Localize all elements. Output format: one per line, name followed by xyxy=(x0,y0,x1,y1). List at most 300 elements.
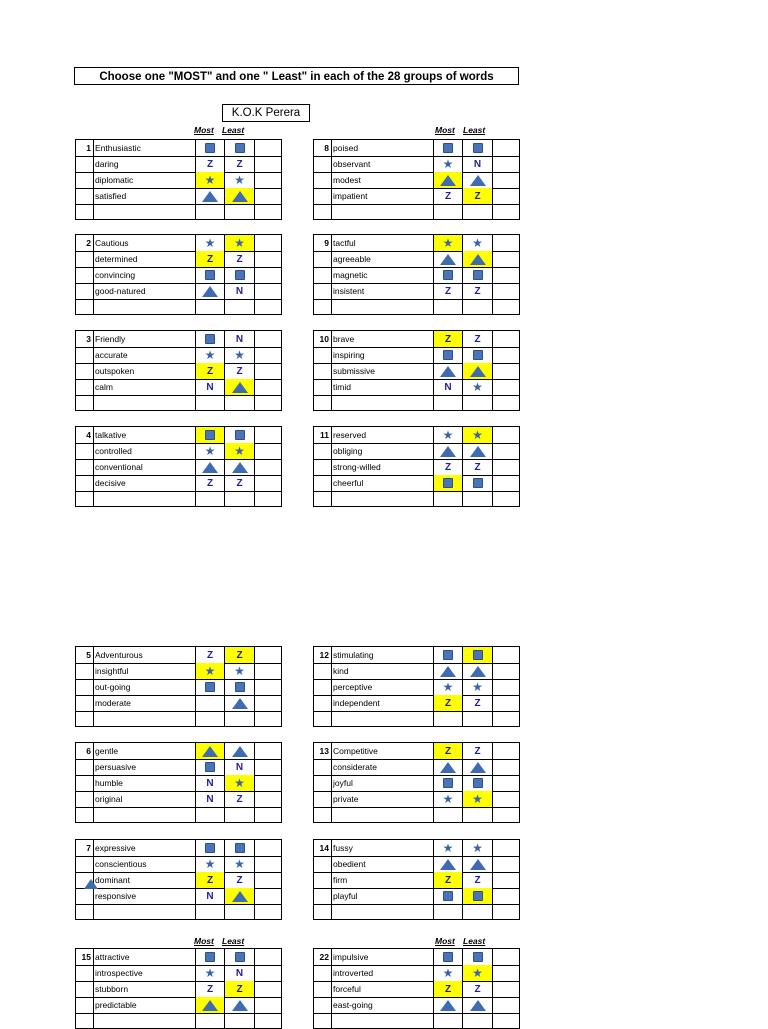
most-cell[interactable] xyxy=(196,491,225,506)
least-cell[interactable] xyxy=(463,904,493,919)
least-cell[interactable] xyxy=(225,856,255,872)
word-group xyxy=(313,839,520,920)
least-cell[interactable] xyxy=(225,647,255,663)
most-cell[interactable] xyxy=(434,251,463,267)
group-row xyxy=(314,888,519,905)
least-cell[interactable] xyxy=(225,172,255,188)
most-cell[interactable] xyxy=(196,695,225,711)
most-cell[interactable] xyxy=(196,840,225,856)
most-cell[interactable] xyxy=(434,791,463,807)
least-cell[interactable] xyxy=(225,283,255,299)
least-letter: Z xyxy=(236,365,243,377)
word-cell xyxy=(94,807,196,822)
word-cell: decisive xyxy=(94,475,196,491)
word-cell: east-going xyxy=(332,997,434,1013)
most-cell[interactable] xyxy=(434,299,463,314)
group-number xyxy=(314,904,332,919)
least-cell[interactable] xyxy=(463,347,493,363)
most-cell[interactable] xyxy=(196,1013,225,1028)
extra-cell xyxy=(493,981,521,997)
most-letter: Z xyxy=(444,697,452,709)
word-cell: joyful xyxy=(332,775,434,791)
most-cell[interactable] xyxy=(196,981,225,997)
extra-cell xyxy=(493,475,521,491)
least-cell[interactable] xyxy=(463,491,493,506)
most-cell[interactable] xyxy=(434,347,463,363)
least-cell[interactable] xyxy=(225,443,255,459)
word-group xyxy=(75,839,282,920)
most-letter: Z xyxy=(444,285,452,297)
most-cell[interactable] xyxy=(434,695,463,711)
most-cell[interactable] xyxy=(196,459,225,475)
most-triangle-icon xyxy=(440,762,456,773)
group-number xyxy=(76,459,94,475)
least-cell[interactable] xyxy=(463,188,493,204)
extra-cell xyxy=(493,743,521,759)
least-cell[interactable] xyxy=(225,981,255,997)
most-cell[interactable] xyxy=(434,395,463,410)
most-triangle-icon xyxy=(202,191,218,202)
most-cell[interactable] xyxy=(196,888,225,904)
group-row xyxy=(314,711,519,726)
word-group xyxy=(75,742,282,823)
least-cell[interactable] xyxy=(463,379,493,395)
most-cell[interactable] xyxy=(196,283,225,299)
least-cell[interactable] xyxy=(463,647,493,663)
least-cell[interactable] xyxy=(225,395,255,410)
group-number: 7 xyxy=(76,840,94,856)
word-cell xyxy=(332,904,434,919)
most-cell[interactable] xyxy=(434,459,463,475)
most-letter: N xyxy=(206,793,214,805)
extra-cell xyxy=(493,872,521,888)
most-cell[interactable] xyxy=(196,188,225,204)
least-cell[interactable] xyxy=(463,395,493,410)
least-cell[interactable] xyxy=(225,775,255,791)
group-number xyxy=(314,299,332,314)
most-cell[interactable] xyxy=(434,475,463,491)
most-triangle-icon xyxy=(440,254,456,265)
most-cell[interactable] xyxy=(196,235,225,251)
group-number xyxy=(314,888,332,904)
most-cell[interactable] xyxy=(434,331,463,347)
least-cell[interactable] xyxy=(463,156,493,172)
most-cell[interactable] xyxy=(196,904,225,919)
group-number xyxy=(76,443,94,459)
most-square-icon xyxy=(205,143,215,153)
group-row xyxy=(314,395,519,410)
group-row xyxy=(76,872,281,889)
most-cell[interactable] xyxy=(434,997,463,1013)
group-number xyxy=(314,695,332,711)
least-cell[interactable] xyxy=(225,711,255,726)
most-cell[interactable] xyxy=(434,981,463,997)
least-cell[interactable] xyxy=(463,475,493,491)
extra-cell xyxy=(255,172,283,188)
group-number: 13 xyxy=(314,743,332,759)
least-cell[interactable] xyxy=(225,427,255,443)
most-cell[interactable] xyxy=(434,491,463,506)
group-row xyxy=(314,283,519,300)
group-number xyxy=(76,981,94,997)
most-cell[interactable] xyxy=(196,711,225,726)
least-cell[interactable] xyxy=(225,1013,255,1028)
least-cell[interactable] xyxy=(463,663,493,679)
least-cell[interactable] xyxy=(225,759,255,775)
extra-cell xyxy=(255,711,283,726)
most-letter: Z xyxy=(206,365,214,377)
least-star-icon: ★ xyxy=(472,966,483,980)
extra-cell xyxy=(255,267,283,283)
most-star-icon: ★ xyxy=(204,444,216,458)
least-cell[interactable] xyxy=(463,299,493,314)
most-cell[interactable] xyxy=(434,188,463,204)
word-group xyxy=(313,742,520,823)
word-cell: poised xyxy=(332,140,434,156)
most-cell[interactable] xyxy=(434,140,463,156)
most-cell[interactable] xyxy=(196,427,225,443)
extra-cell xyxy=(255,443,283,459)
most-cell[interactable] xyxy=(196,331,225,347)
least-cell[interactable] xyxy=(463,427,493,443)
word-cell: dominant xyxy=(94,872,196,888)
least-cell[interactable] xyxy=(225,379,255,395)
most-square-icon xyxy=(205,843,215,853)
group-row xyxy=(314,679,519,696)
most-cell[interactable] xyxy=(434,663,463,679)
extra-cell xyxy=(493,140,521,156)
least-letter: N xyxy=(235,967,244,979)
least-cell[interactable] xyxy=(225,331,255,347)
most-cell[interactable] xyxy=(196,251,225,267)
most-cell[interactable] xyxy=(196,204,225,219)
group-row xyxy=(314,459,519,476)
least-header: Least xyxy=(463,936,486,946)
word-cell: magnetic xyxy=(332,267,434,283)
least-letter: Z xyxy=(236,158,243,170)
least-cell[interactable] xyxy=(463,459,493,475)
word-cell xyxy=(332,1013,434,1028)
least-cell[interactable] xyxy=(463,791,493,807)
extra-cell xyxy=(255,904,283,919)
group-number xyxy=(314,872,332,888)
least-cell[interactable] xyxy=(463,363,493,379)
least-cell[interactable] xyxy=(225,888,255,904)
least-cell[interactable] xyxy=(225,997,255,1013)
least-cell[interactable] xyxy=(225,347,255,363)
group-row xyxy=(76,679,281,696)
least-cell[interactable] xyxy=(225,965,255,981)
extra-cell xyxy=(255,743,283,759)
most-cell[interactable] xyxy=(434,743,463,759)
most-cell[interactable] xyxy=(196,679,225,695)
extra-cell xyxy=(493,997,521,1013)
most-cell[interactable] xyxy=(196,949,225,965)
stray-triangle-icon xyxy=(84,879,98,889)
most-cell[interactable] xyxy=(434,172,463,188)
word-cell: accurate xyxy=(94,347,196,363)
most-cell[interactable] xyxy=(196,807,225,822)
most-cell[interactable] xyxy=(196,856,225,872)
most-letter: N xyxy=(206,777,214,789)
least-cell[interactable] xyxy=(225,840,255,856)
least-cell[interactable] xyxy=(225,791,255,807)
least-triangle-icon xyxy=(470,366,486,377)
most-cell[interactable] xyxy=(196,872,225,888)
most-cell[interactable] xyxy=(434,807,463,822)
least-cell[interactable] xyxy=(225,299,255,314)
most-star-icon: ★ xyxy=(204,173,216,187)
most-cell[interactable] xyxy=(434,888,463,904)
least-cell[interactable] xyxy=(225,251,255,267)
least-cell[interactable] xyxy=(463,856,493,872)
extra-cell xyxy=(255,949,283,965)
least-cell[interactable] xyxy=(225,363,255,379)
group-number xyxy=(76,347,94,363)
least-triangle-icon xyxy=(232,191,248,202)
most-cell[interactable] xyxy=(196,267,225,283)
word-cell: inspiring xyxy=(332,347,434,363)
least-square-icon xyxy=(473,778,483,788)
least-cell[interactable] xyxy=(463,443,493,459)
extra-cell xyxy=(255,347,283,363)
most-triangle-icon xyxy=(202,462,218,473)
least-cell[interactable] xyxy=(225,904,255,919)
extra-cell xyxy=(493,807,521,822)
extra-cell xyxy=(255,363,283,379)
extra-cell xyxy=(255,695,283,711)
group-row xyxy=(76,663,281,680)
least-cell[interactable] xyxy=(463,743,493,759)
least-cell[interactable] xyxy=(463,775,493,791)
group-number: 15 xyxy=(76,949,94,965)
least-cell[interactable] xyxy=(463,695,493,711)
least-cell[interactable] xyxy=(463,840,493,856)
least-cell[interactable] xyxy=(463,759,493,775)
most-cell[interactable] xyxy=(196,663,225,679)
most-cell[interactable] xyxy=(196,759,225,775)
group-number xyxy=(76,775,94,791)
most-cell[interactable] xyxy=(196,775,225,791)
word-cell xyxy=(94,299,196,314)
least-cell[interactable] xyxy=(463,949,493,965)
least-star-icon: ★ xyxy=(472,792,483,806)
least-letter: Z xyxy=(236,649,243,661)
most-letter: Z xyxy=(206,983,214,995)
most-letter: Z xyxy=(444,190,452,202)
least-cell[interactable] xyxy=(463,1013,493,1028)
most-cell[interactable] xyxy=(434,647,463,663)
most-cell[interactable] xyxy=(196,443,225,459)
group-number xyxy=(76,1013,94,1028)
group-number: 3 xyxy=(76,331,94,347)
word-cell: impatient xyxy=(332,188,434,204)
most-cell[interactable] xyxy=(434,283,463,299)
most-cell[interactable] xyxy=(434,235,463,251)
word-cell: expressive xyxy=(94,840,196,856)
group-number xyxy=(314,759,332,775)
extra-cell xyxy=(255,872,283,888)
group-row xyxy=(76,491,281,506)
most-cell[interactable] xyxy=(434,427,463,443)
least-cell[interactable] xyxy=(463,997,493,1013)
group-row xyxy=(76,395,281,410)
most-square-icon xyxy=(443,478,453,488)
most-cell[interactable] xyxy=(434,840,463,856)
most-star-icon: ★ xyxy=(442,680,454,694)
group-row xyxy=(76,347,281,364)
most-cell[interactable] xyxy=(434,759,463,775)
least-cell[interactable] xyxy=(463,872,493,888)
most-cell[interactable] xyxy=(434,775,463,791)
most-cell[interactable] xyxy=(196,791,225,807)
most-cell[interactable] xyxy=(196,347,225,363)
most-cell[interactable] xyxy=(196,395,225,410)
most-cell[interactable] xyxy=(434,679,463,695)
word-cell: playful xyxy=(332,888,434,904)
least-cell[interactable] xyxy=(463,172,493,188)
word-cell: Enthusiastic xyxy=(94,140,196,156)
most-cell[interactable] xyxy=(434,904,463,919)
most-cell[interactable] xyxy=(196,156,225,172)
least-star-icon: ★ xyxy=(234,348,245,362)
most-star-icon: ★ xyxy=(442,966,454,980)
most-letter: Z xyxy=(206,649,214,661)
group-row xyxy=(314,856,519,873)
least-letter: N xyxy=(473,158,482,170)
group-row xyxy=(314,663,519,680)
most-triangle-icon xyxy=(440,859,456,870)
least-cell[interactable] xyxy=(225,807,255,822)
least-cell[interactable] xyxy=(225,679,255,695)
most-letter: Z xyxy=(206,874,214,886)
least-cell[interactable] xyxy=(225,459,255,475)
least-cell[interactable] xyxy=(225,949,255,965)
extra-cell xyxy=(493,965,521,981)
group-row xyxy=(76,1013,281,1028)
most-cell[interactable] xyxy=(196,172,225,188)
extra-cell xyxy=(255,807,283,822)
group-number: 4 xyxy=(76,427,94,443)
least-cell[interactable] xyxy=(225,695,255,711)
least-cell[interactable] xyxy=(463,331,493,347)
word-cell: humble xyxy=(94,775,196,791)
least-cell[interactable] xyxy=(225,663,255,679)
most-cell[interactable] xyxy=(196,647,225,663)
group-row xyxy=(314,235,519,252)
least-cell[interactable] xyxy=(225,204,255,219)
group-number: 22 xyxy=(314,949,332,965)
word-cell xyxy=(94,491,196,506)
least-cell[interactable] xyxy=(225,140,255,156)
least-square-icon xyxy=(473,650,483,660)
most-cell[interactable] xyxy=(434,204,463,219)
least-star-icon: ★ xyxy=(234,173,245,187)
least-star-icon: ★ xyxy=(472,841,483,855)
extra-cell xyxy=(493,459,521,475)
least-cell[interactable] xyxy=(225,475,255,491)
most-cell[interactable] xyxy=(434,872,463,888)
least-cell[interactable] xyxy=(463,204,493,219)
extra-cell xyxy=(255,775,283,791)
least-cell[interactable] xyxy=(463,679,493,695)
least-cell[interactable] xyxy=(225,872,255,888)
least-star-icon: ★ xyxy=(472,236,483,250)
most-cell[interactable] xyxy=(196,997,225,1013)
most-cell[interactable] xyxy=(196,965,225,981)
least-letter: N xyxy=(235,333,244,345)
most-cell[interactable] xyxy=(434,711,463,726)
least-cell[interactable] xyxy=(463,711,493,726)
most-cell[interactable] xyxy=(434,965,463,981)
most-star-icon: ★ xyxy=(204,236,216,250)
extra-cell xyxy=(493,888,521,904)
least-cell[interactable] xyxy=(225,156,255,172)
word-cell xyxy=(94,395,196,410)
most-cell[interactable] xyxy=(196,379,225,395)
group-number xyxy=(314,711,332,726)
least-letter: Z xyxy=(474,333,481,345)
least-cell[interactable] xyxy=(463,981,493,997)
group-row xyxy=(314,743,519,760)
word-cell: responsive xyxy=(94,888,196,904)
most-cell[interactable] xyxy=(434,949,463,965)
most-cell[interactable] xyxy=(434,267,463,283)
group-number xyxy=(76,791,94,807)
least-cell[interactable] xyxy=(463,140,493,156)
least-cell[interactable] xyxy=(463,888,493,904)
least-cell[interactable] xyxy=(225,188,255,204)
most-cell[interactable] xyxy=(196,363,225,379)
word-cell: convincing xyxy=(94,267,196,283)
most-cell[interactable] xyxy=(434,156,463,172)
most-cell[interactable] xyxy=(196,743,225,759)
most-cell[interactable] xyxy=(434,1013,463,1028)
least-cell[interactable] xyxy=(225,267,255,283)
group-number xyxy=(314,679,332,695)
word-group xyxy=(313,426,520,507)
word-cell xyxy=(332,491,434,506)
most-cell[interactable] xyxy=(434,443,463,459)
group-row xyxy=(76,981,281,998)
group-row xyxy=(314,647,519,664)
least-cell[interactable] xyxy=(463,267,493,283)
least-square-icon xyxy=(235,682,245,692)
least-cell[interactable] xyxy=(225,743,255,759)
most-cell[interactable] xyxy=(434,856,463,872)
least-cell[interactable] xyxy=(463,965,493,981)
least-cell[interactable] xyxy=(225,491,255,506)
extra-cell xyxy=(255,204,283,219)
least-triangle-icon xyxy=(232,891,248,902)
least-cell[interactable] xyxy=(463,235,493,251)
most-cell[interactable] xyxy=(196,475,225,491)
group-number xyxy=(76,283,94,299)
most-triangle-icon xyxy=(440,446,456,457)
least-cell[interactable] xyxy=(463,251,493,267)
most-cell[interactable] xyxy=(434,363,463,379)
group-number xyxy=(76,491,94,506)
group-number xyxy=(314,156,332,172)
most-cell[interactable] xyxy=(196,299,225,314)
least-cell[interactable] xyxy=(463,283,493,299)
group-number xyxy=(314,997,332,1013)
least-cell[interactable] xyxy=(463,807,493,822)
word-cell: predictable xyxy=(94,997,196,1013)
most-cell[interactable] xyxy=(434,379,463,395)
least-cell[interactable] xyxy=(225,235,255,251)
most-cell[interactable] xyxy=(196,140,225,156)
